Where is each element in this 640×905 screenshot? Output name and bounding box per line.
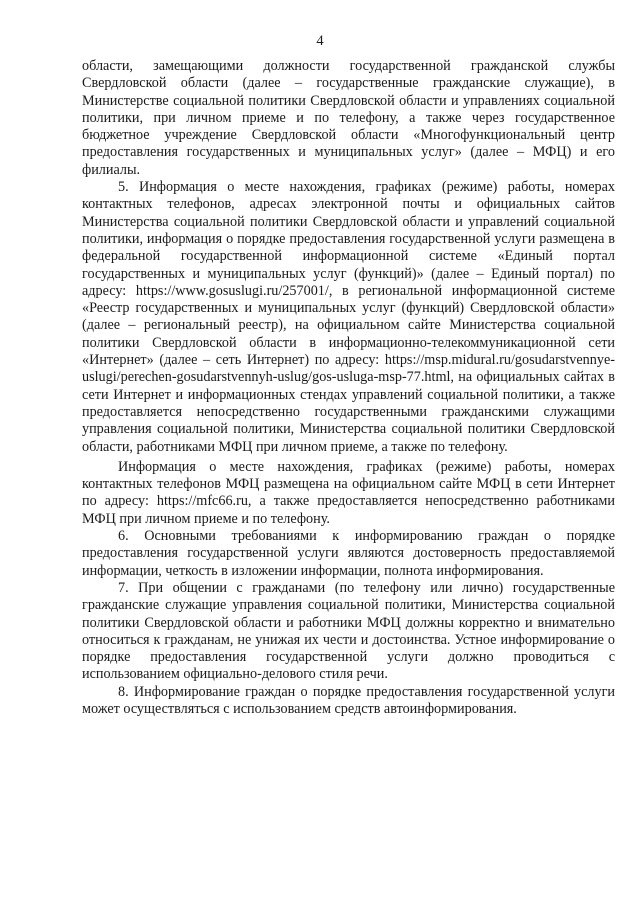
- document-body: [82, 58, 615, 718]
- paragraph-item-8: 8. Информирование граждан о порядке предоставления государственной услуги может осуществляться с использованием средств автоинформирования.: [82, 683, 615, 717]
- paragraph-item-6: 6. Основными требованиями к информированию граждан о порядке предоставления государственной услуги являются достоверность предоставляемой информации, четкость в изложении информации, полнота информирования.: [82, 528, 615, 579]
- paragraph-item-7: 7. При общении с гражданами (по телефону или лично) государственные гражданские служащие управления социальной политики, Министерства социальной политики Свердловской области и работники МФЦ должны корректно и внимательно относиться к гражданам, не унижая их чести и достоинства. Устное информирование о порядке предоставления государственной услуги должно проводиться с использованием официально-делового стиля речи.: [82, 579, 615, 683]
- paragraph-item-5: 5. Информация о месте нахождения, графиках (режиме) работы, номерах контактных телефонов, адресах электронной почты и официальных сайтов Министерства социальной политики Свердловской области и управлений социальной политики, информация о порядке предоставления государственной услуги размещена в федеральной государственной информационной системе «Единый портал государственных и муниципальных услуг (функций)» (далее – Единый портал) по адресу: https://www.gosuslugi.ru/257001/, в региональной информационной системе «Реестр государственных и муниципальных услуг (функций) Свердловской области» (далее – региональный реестр), на официальном сайте Министерства социальной политики Свердловской области в информационно-телекоммуникационной сети «Интернет» (далее – сеть Интернет) по адресу: https://msp.midural.ru/gosudarstvennye-uslugi/perechen-gosudarstvennyh-uslug/gos-usluga-msp-77.html, на официальных сайтах в сети Интернет и информационных стендах управлений социальной политики, а также предоставляется непосредственно государственными гражданскими служащими управления социальной политики, Министерства социальной политики Свердловской области, работниками МФЦ при личном приеме, а также по телефону.: [82, 179, 615, 455]
- paragraph-mfc-info: Информация о месте нахождения, графиках (режиме) работы, номерах контактных телефонов МФЦ размещена на официальном сайте МФЦ в сети Интернет по адресу: https://mfc66.ru, а также предоставляется непосредственно работниками МФЦ при личном приеме и по телефону.: [82, 458, 615, 527]
- page-number: 4: [316, 33, 324, 49]
- paragraph-continuation: области, замещающими должности государственной гражданской службы Свердловской области (далее – государственные гражданские служащие), в Министерстве социальной политики Свердловской области и управлениях социальной политики, при личном приеме и по телефону, а также через государственное бюджетное учреждение Свердловской области «Многофункциональный центр предоставления государственных и муниципальных услуг» (далее – МФЦ) и его филиалы.: [82, 58, 615, 178]
